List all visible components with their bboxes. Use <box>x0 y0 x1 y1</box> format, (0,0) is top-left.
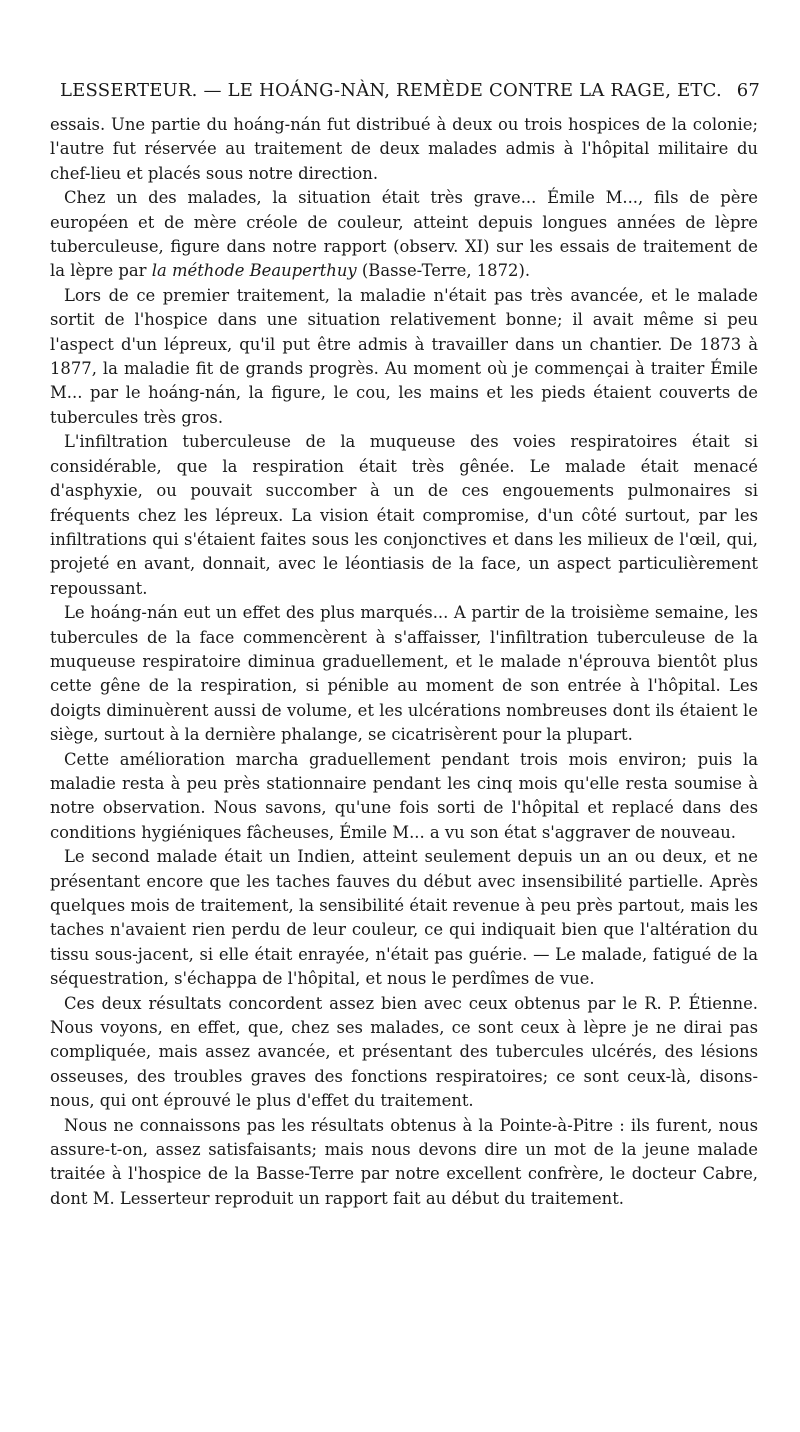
paragraph: Nous ne connaissons pas les résultats obtenus à la Pointe-à-Pitre : ils furent, nous assure-t-on, assez satisfaisants; mais nous devons dire un mot de la jeune malade traitée à l'hospice de la Basse-Terre par notre excellent confrère, le docteur Cabre, dont M. Lesserteur reproduit un rapport fait au début du traitement. <box>50 1115 758 1208</box>
paragraph-text: Chez un des malades, la situation était très grave... Émile M..., fils de père européen et de mère créole de couleur, atteint depuis longues années de lèpre tuberculeuse, figure dans notre rapport (observ. XI) sur les essais de traitement de la lèpre par <box>50 188 758 281</box>
paragraph: Cette amélioration marcha graduellement pendant trois mois environ; puis la maladie resta à peu près stationnaire pendant les cinq mois qu'elle resta soumise à notre observation. Nous savons, qu'une fois sorti de l'hôpital et replacé dans des conditions hygiéniques fâcheuses, Émile M... a vu son état s'aggraver de nouveau. <box>50 749 758 842</box>
paragraph-text-tail: (Basse-Terre, 1872). <box>361 261 531 281</box>
paragraph: Le second malade était un Indien, atteint seulement depuis un an ou deux, et ne présentant encore que les taches fauves du début avec insensibilité partielle. Après quelques mois de traitement, la sensibilité était revenue à peu près partout, mais les taches n'avaient rien perdu de leur couleur, ce qui indiquait bien que l'altération du tissu sous-jacent, si elle était enrayée, n'était pas guérie. — Le malade, fatigué de la séquestration, s'échappa de l'hôpital, et nous le perdîmes de vue. <box>50 847 758 989</box>
body-text <box>50 113 758 1211</box>
running-title: LESSERTEUR. — LE HOÁNG-NÀN, REMÈDE CONTRE LA RAGE, ETC. <box>60 80 722 101</box>
paragraph <box>50 186 758 284</box>
running-head <box>60 80 760 101</box>
paragraph: essais. Une partie du hoáng-nán fut distribué à deux ou trois hospices de la colonie; l'autre fut réservée au traitement de deux malades admis à l'hôpital militaire du chef-lieu et placés sous notre direction. <box>50 115 758 183</box>
paragraph: Le hoáng-nán eut un effet des plus marqués... A partir de la troisième semaine, les tubercules de la face commencèrent à s'affaisser, l'infiltration tuberculeuse de la muqueuse respiratoire diminua graduellement, et le malade n'éprouva bientôt plus cette gêne de la respiration, si pénible au moment de son entrée à l'hôpital. Les doigts diminuèrent aussi de volume, et les ulcérations nombreuses dont ils étaient le siège, surtout à la dernière phalange, se cicatrisèrent pour la plupart. <box>50 603 758 745</box>
italic-phrase: la méthode Beauperthuy <box>151 261 357 281</box>
paragraph: Ces deux résultats concordent assez bien avec ceux obtenus par le R. P. Étienne. Nous voyons, en effet, que, chez ses malades, ce sont ceux à lèpre je ne dirai pas compliquée, mais assez avancée, et présentant des tubercules ulcérés, des lésions osseuses, des troubles graves des fonctions respiratoires; ce sont ceux-là, disons-nous, qui ont éprouvé le plus d'effet du traitement. <box>50 993 758 1111</box>
page-number: 67 <box>736 80 760 101</box>
paragraph: L'infiltration tuberculeuse de la muqueuse des voies respiratoires était si considérable, que la respiration était très gênée. Le malade était menacé d'asphyxie, ou pouvait succomber à un de ces engouements pulmonaires si fréquents chez les lépreux. La vision était compromise, d'un côté surtout, par les infiltrations qui s'étaient faites sous les conjonctives et dans les milieux de l'œil, qui, projeté en avant, donnait, avec le léontiasis de la face, un aspect particulièrement repoussant. <box>50 432 758 598</box>
paragraph: Lors de ce premier traitement, la maladie n'était pas très avancée, et le malade sortit de l'hospice dans une situation relativement bonne; il avait même si peu l'aspect d'un lépreux, qu'il put être admis à travailler dans un chantier. De 1873 à 1877, la maladie fit de grands progrès. Au moment où je commençai à traiter Émile M... par le hoáng-nán, la figure, le cou, les mains et les pieds étaient couverts de tubercules très gros. <box>50 285 758 427</box>
